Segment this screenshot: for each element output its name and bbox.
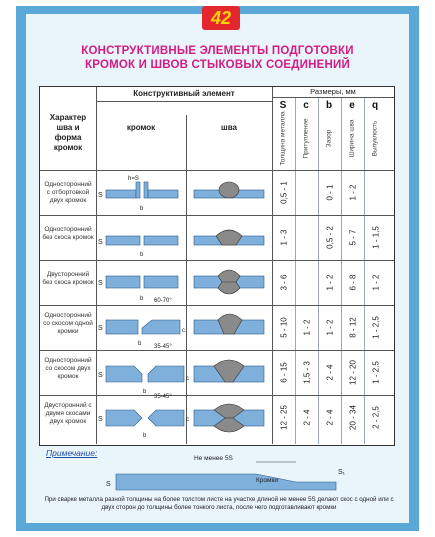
col-name-b: Зазор bbox=[325, 129, 333, 148]
size-value-b: 1 - 2 bbox=[325, 274, 334, 291]
size-value-c: 1 - 2 bbox=[302, 319, 311, 336]
size-value-c: 2 - 4 bbox=[302, 409, 311, 426]
edge-drawing-row-5 bbox=[98, 344, 189, 395]
edge-note: b bbox=[143, 389, 147, 395]
note-title: Примечание: bbox=[46, 448, 98, 458]
note-section bbox=[36, 446, 399, 518]
edge-note: b bbox=[140, 252, 144, 258]
edge-note: 60-70° bbox=[154, 298, 172, 304]
size-value-s: 1 - 3 bbox=[279, 229, 288, 246]
size-value-e: 5 - 7 bbox=[348, 229, 357, 246]
seam-drawing-row-5 bbox=[194, 360, 264, 382]
seam-drawing-row-6 bbox=[194, 404, 264, 432]
thickness-transition-drawing bbox=[106, 452, 346, 494]
edge-note: S bbox=[98, 325, 103, 332]
note-s1-label: S₁ bbox=[338, 469, 346, 476]
size-value-e: 6 - 8 bbox=[348, 274, 357, 291]
size-value-b: 2 - 4 bbox=[325, 364, 334, 381]
edge-note: S bbox=[98, 372, 103, 379]
row-label: Односторонний без скоса кромок bbox=[42, 226, 94, 241]
header-element: Конструктивный элемент bbox=[133, 89, 235, 98]
edge-note: S bbox=[98, 192, 103, 199]
page-number-badge: 42 bbox=[202, 6, 240, 30]
size-value-s: 12 - 25 bbox=[279, 404, 288, 430]
note-s-label: S bbox=[106, 481, 111, 488]
title-line-2: КРОМОК И ШВОВ СТЫКОВЫХ СОЕДИНЕНИЙ bbox=[85, 59, 350, 71]
grid-line bbox=[295, 97, 296, 444]
size-value-s: 3 - 6 bbox=[279, 274, 288, 291]
size-value-q: 1 - 2,5 bbox=[371, 315, 380, 339]
seam-drawing-row-3 bbox=[194, 270, 264, 294]
note-edge-label: Кромки bbox=[256, 477, 278, 484]
col-symbol-s: S bbox=[279, 100, 287, 111]
col-symbol-e: e bbox=[349, 100, 355, 111]
edge-note: S bbox=[98, 416, 103, 423]
col-symbol-q: q bbox=[371, 100, 379, 111]
edge-note: c bbox=[186, 376, 189, 382]
col-name-e: Ширина шва bbox=[348, 119, 356, 158]
title-line-1: КОНСТРУКТИВНЫЕ ЭЛЕМЕНТЫ ПОДГОТОВКИ bbox=[81, 45, 354, 57]
size-value-e: 1 - 2 bbox=[348, 184, 357, 201]
seam-drawing-row-1 bbox=[194, 182, 264, 198]
header-sizes: Размеры, мм bbox=[310, 87, 356, 96]
size-value-s: 6 - 15 bbox=[279, 361, 288, 383]
size-value-e: 8 - 12 bbox=[348, 316, 357, 338]
poster-sheet bbox=[26, 8, 409, 523]
joint-table bbox=[39, 86, 395, 446]
size-value-s: 0,5 - 1 bbox=[279, 180, 288, 204]
size-value-b: 0,5 - 2 bbox=[325, 225, 334, 249]
size-value-q: 1 - 2 bbox=[371, 274, 380, 291]
size-value-c: 1,5 - 3 bbox=[302, 360, 311, 384]
row-label: Односторонний со скосом двух кромок bbox=[44, 357, 92, 380]
seam-drawing-row-4 bbox=[194, 314, 264, 334]
header-edges: кромок bbox=[126, 123, 156, 132]
col-name-q: Выпуклость bbox=[371, 120, 379, 157]
edge-note: 35-45° bbox=[154, 394, 172, 400]
grid-line bbox=[272, 97, 394, 98]
joint-drawings bbox=[96, 170, 272, 444]
col-name-c: Притупление bbox=[302, 118, 310, 159]
edge-note: b bbox=[138, 341, 142, 347]
row-label: Двусторонний без скоса кромок bbox=[42, 271, 94, 286]
col-symbol-c: c bbox=[303, 100, 309, 111]
edge-drawing-row-4 bbox=[98, 298, 185, 347]
col-symbol-b: b bbox=[325, 100, 333, 111]
grid-line bbox=[272, 87, 273, 444]
edge-note: S bbox=[98, 239, 103, 246]
grid-line bbox=[341, 97, 342, 444]
edge-drawing-row-1 bbox=[98, 176, 178, 212]
size-value-s: 5 - 10 bbox=[279, 316, 288, 338]
size-value-q: 2 - 2,5 bbox=[371, 405, 380, 429]
header-seam: шва bbox=[221, 123, 237, 132]
seam-drawing-row-2 bbox=[194, 230, 264, 245]
header-character: Характер шва и форма кромок bbox=[49, 113, 87, 152]
edge-note: b bbox=[140, 206, 144, 212]
grid-line bbox=[364, 97, 365, 444]
row-label: Односторонний с отбортовкой двух кромок bbox=[44, 181, 92, 204]
row-label: Односторонний со скосом одной кромки bbox=[43, 312, 93, 335]
note-min-label: Не менее 5S bbox=[194, 455, 233, 462]
poster-frame bbox=[16, 6, 419, 531]
size-value-e: 20 - 34 bbox=[348, 404, 357, 430]
note-text: При сварке металла разной толщины на более толстом листе на участке длиной не менее 5S делают скос с одной или с двух сторон до толщины более тонкого листа, после чего подготавливают кромки bbox=[44, 496, 394, 511]
edge-note: h=S bbox=[128, 176, 139, 182]
edge-note: c bbox=[186, 417, 189, 423]
grid-line bbox=[318, 97, 319, 444]
size-value-b: 1 - 2 bbox=[325, 319, 334, 336]
edge-note: 35-45° bbox=[154, 344, 172, 350]
size-value-q: 1 - 1,5 bbox=[371, 225, 380, 249]
size-value-e: 12 - 20 bbox=[348, 359, 357, 385]
size-value-b: 0 - 1 bbox=[325, 184, 334, 201]
edge-note: c bbox=[182, 328, 185, 334]
edge-note: S bbox=[98, 280, 103, 287]
size-value-b: 2 - 4 bbox=[325, 409, 334, 426]
edge-note: b bbox=[140, 296, 144, 302]
row-label: Двусторонний с двумя скосами двух кромок bbox=[44, 402, 92, 425]
edge-note: b bbox=[143, 433, 147, 439]
edge-drawing-row-6 bbox=[98, 394, 189, 439]
poster-title bbox=[26, 44, 409, 72]
col-name-s: Толщина металла bbox=[279, 111, 287, 166]
size-value-q: 1 - 2,5 bbox=[371, 360, 380, 384]
edge-drawing-row-2 bbox=[98, 236, 178, 258]
grid-line bbox=[96, 101, 272, 102]
